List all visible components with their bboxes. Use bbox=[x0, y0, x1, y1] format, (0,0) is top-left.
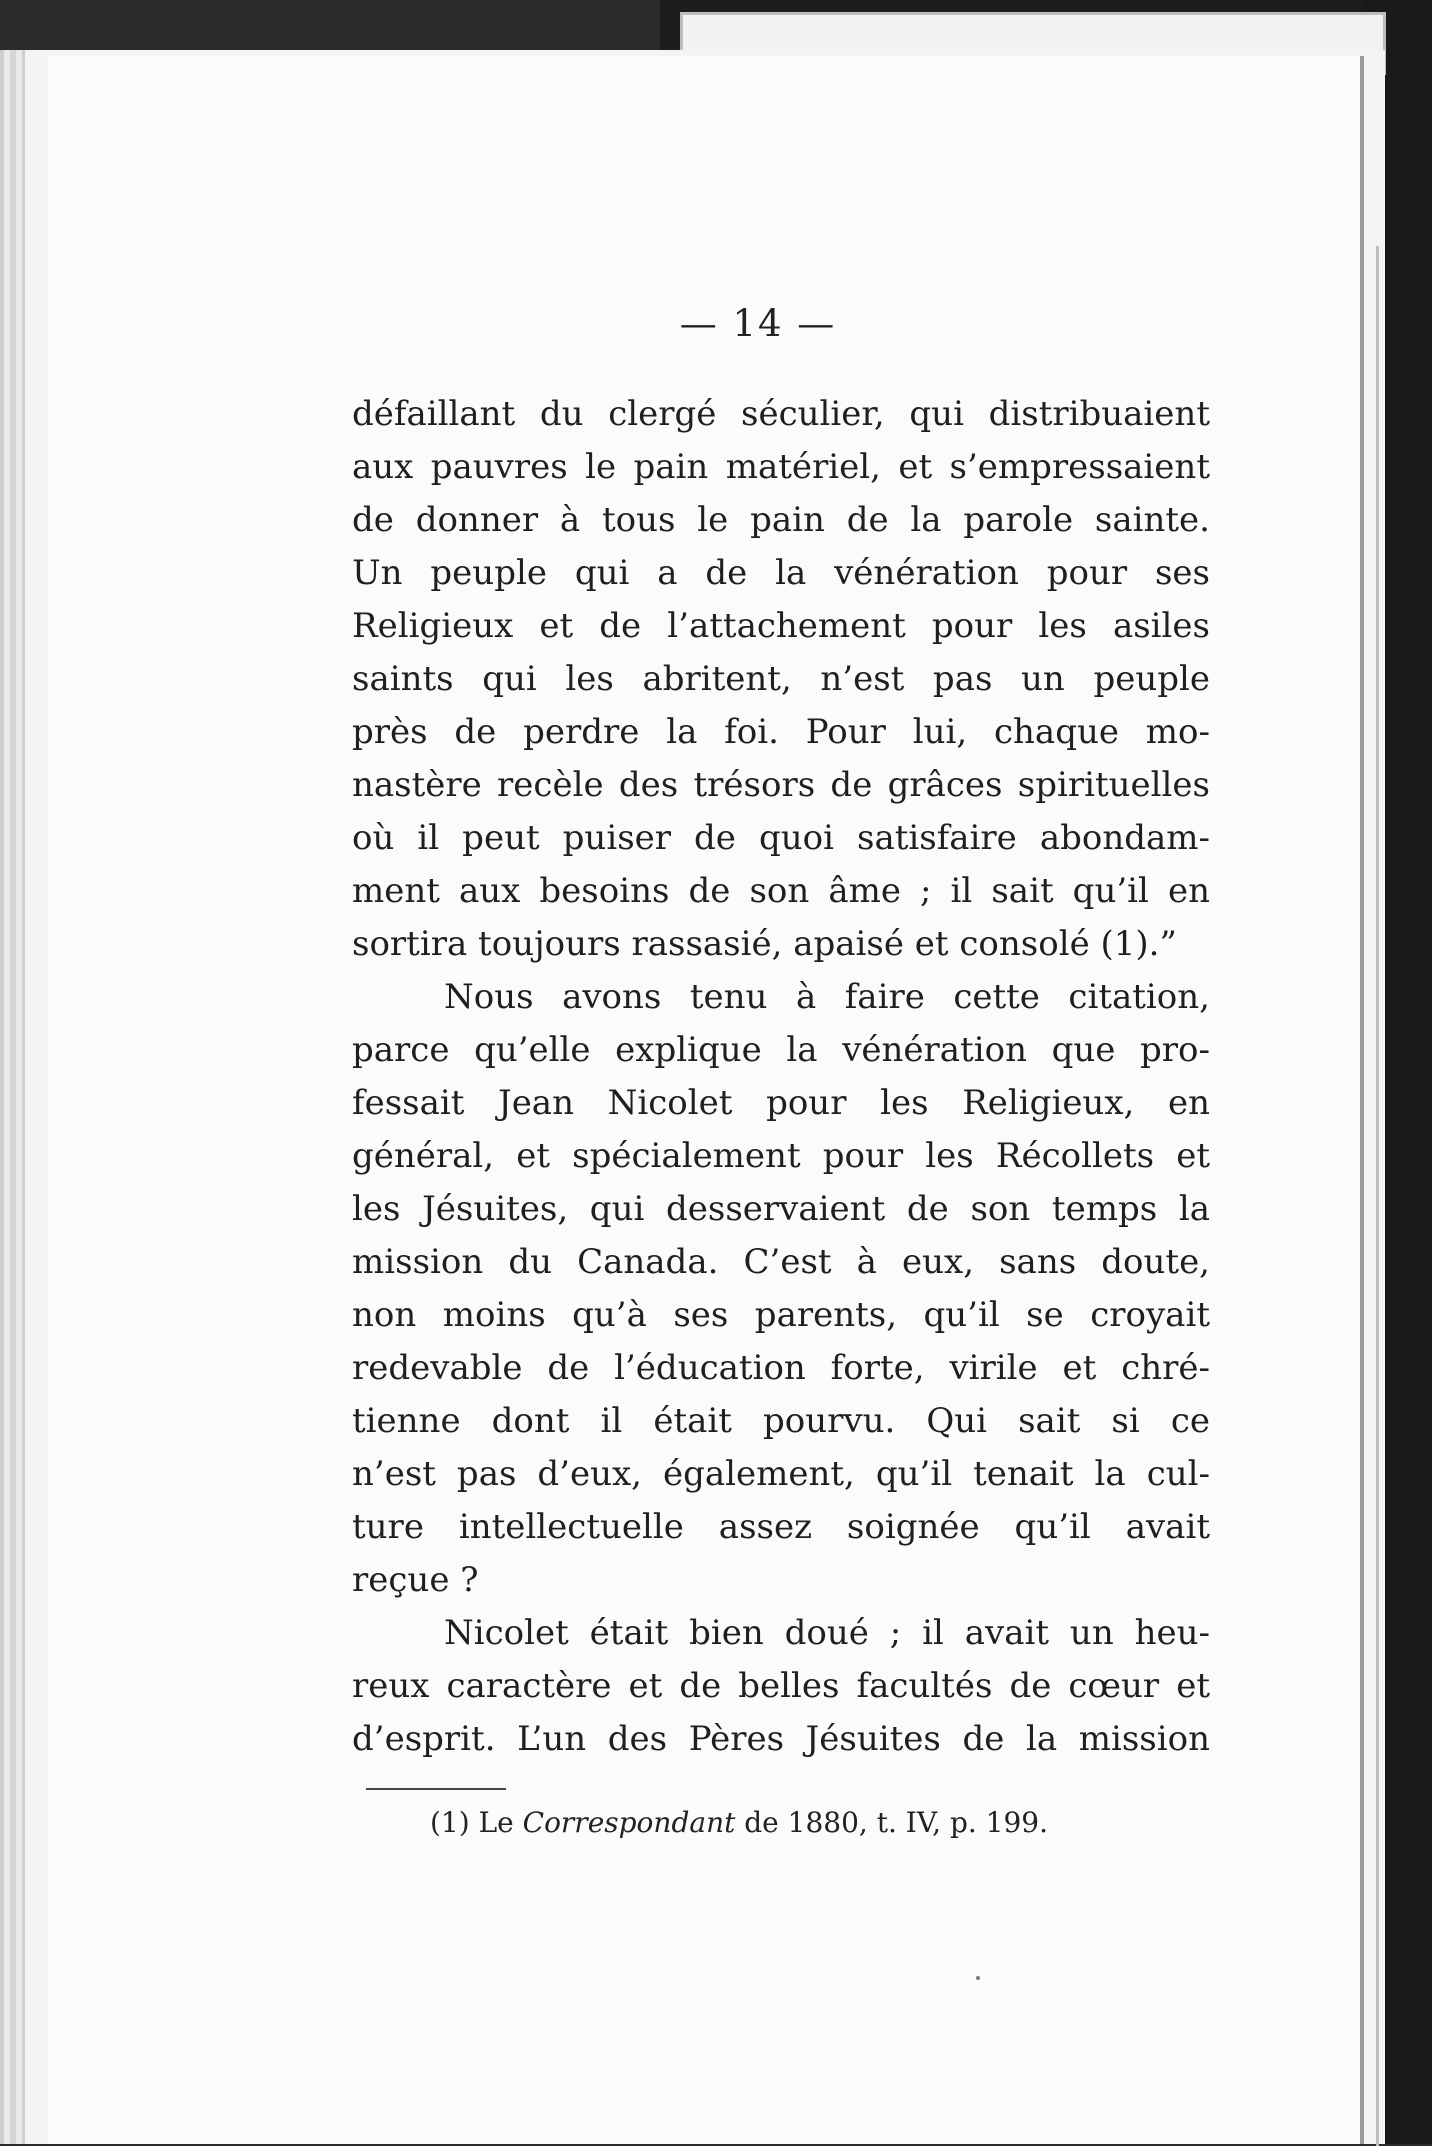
text-line: les Jésuites, qui desservaient de son temps la bbox=[352, 1189, 1210, 1229]
text-line: défaillant du clergé séculier, qui distribuaient bbox=[352, 394, 1210, 434]
footnote bbox=[430, 1806, 1048, 1839]
text-line: saints qui les abritent, n’est pas un peuple bbox=[352, 659, 1210, 699]
text-line: ture intellectuelle assez soignée qu’il avait bbox=[352, 1507, 1210, 1547]
text-line: aux pauvres le pain matériel, et s’empressaient bbox=[352, 447, 1210, 487]
text-line: d’esprit. L’un des Pères Jésuites de la mission bbox=[352, 1719, 1210, 1759]
text-line: parce qu’elle explique la vénération que pro- bbox=[352, 1030, 1210, 1070]
text-line: Nous avons tenu à faire cette citation, bbox=[444, 977, 1210, 1017]
text-line: nastère recèle des trésors de grâces spirituelles bbox=[352, 765, 1210, 805]
text-line: de donner à tous le pain de la parole sainte. bbox=[352, 500, 1210, 540]
text-line: mission du Canada. C’est à eux, sans doute, bbox=[352, 1242, 1210, 1282]
text-line: Nicolet était bien doué ; il avait un heu- bbox=[444, 1613, 1210, 1653]
text-line: reux caractère et de belles facultés de cœur et bbox=[352, 1666, 1210, 1706]
paper-speck bbox=[976, 1976, 980, 1980]
footnote-rule bbox=[366, 1788, 506, 1790]
text-line: Un peuple qui a de la vénération pour ses bbox=[352, 553, 1210, 593]
page-number: — 14 — bbox=[679, 302, 837, 345]
footnote-title: Correspondant bbox=[522, 1806, 736, 1839]
text-line: redevable de l’éducation forte, virile et chré- bbox=[352, 1348, 1210, 1388]
text-line: général, et spécialement pour les Récollets et bbox=[352, 1136, 1210, 1176]
body-text bbox=[352, 388, 1210, 1766]
footnote-reference: de 1880, t. IV, p. 199. bbox=[735, 1806, 1049, 1839]
text-line: ment aux besoins de son âme ; il sait qu’il en bbox=[352, 871, 1210, 911]
text-line: fessait Jean Nicolet pour les Religieux, en bbox=[352, 1083, 1210, 1123]
text-line: Religieux et de l’attachement pour les asiles bbox=[352, 606, 1210, 646]
text-line: tienne dont il était pourvu. Qui sait si ce bbox=[352, 1401, 1210, 1441]
spine-edge bbox=[1376, 246, 1379, 2146]
text-line: près de perdre la foi. Pour lui, chaque mo- bbox=[352, 712, 1210, 752]
text-line: reçue ? bbox=[352, 1560, 479, 1600]
text-line: n’est pas d’eux, également, qu’il tenait la cul- bbox=[352, 1454, 1210, 1494]
text-line: où il peut puiser de quoi satisfaire abondam- bbox=[352, 818, 1210, 858]
footnote-marker: (1) Le bbox=[430, 1806, 523, 1839]
text-line: non moins qu’à ses parents, qu’il se croyait bbox=[352, 1295, 1210, 1335]
text-line: sortira toujours rassasié, apaisé et consolé (1).” bbox=[352, 924, 1177, 964]
